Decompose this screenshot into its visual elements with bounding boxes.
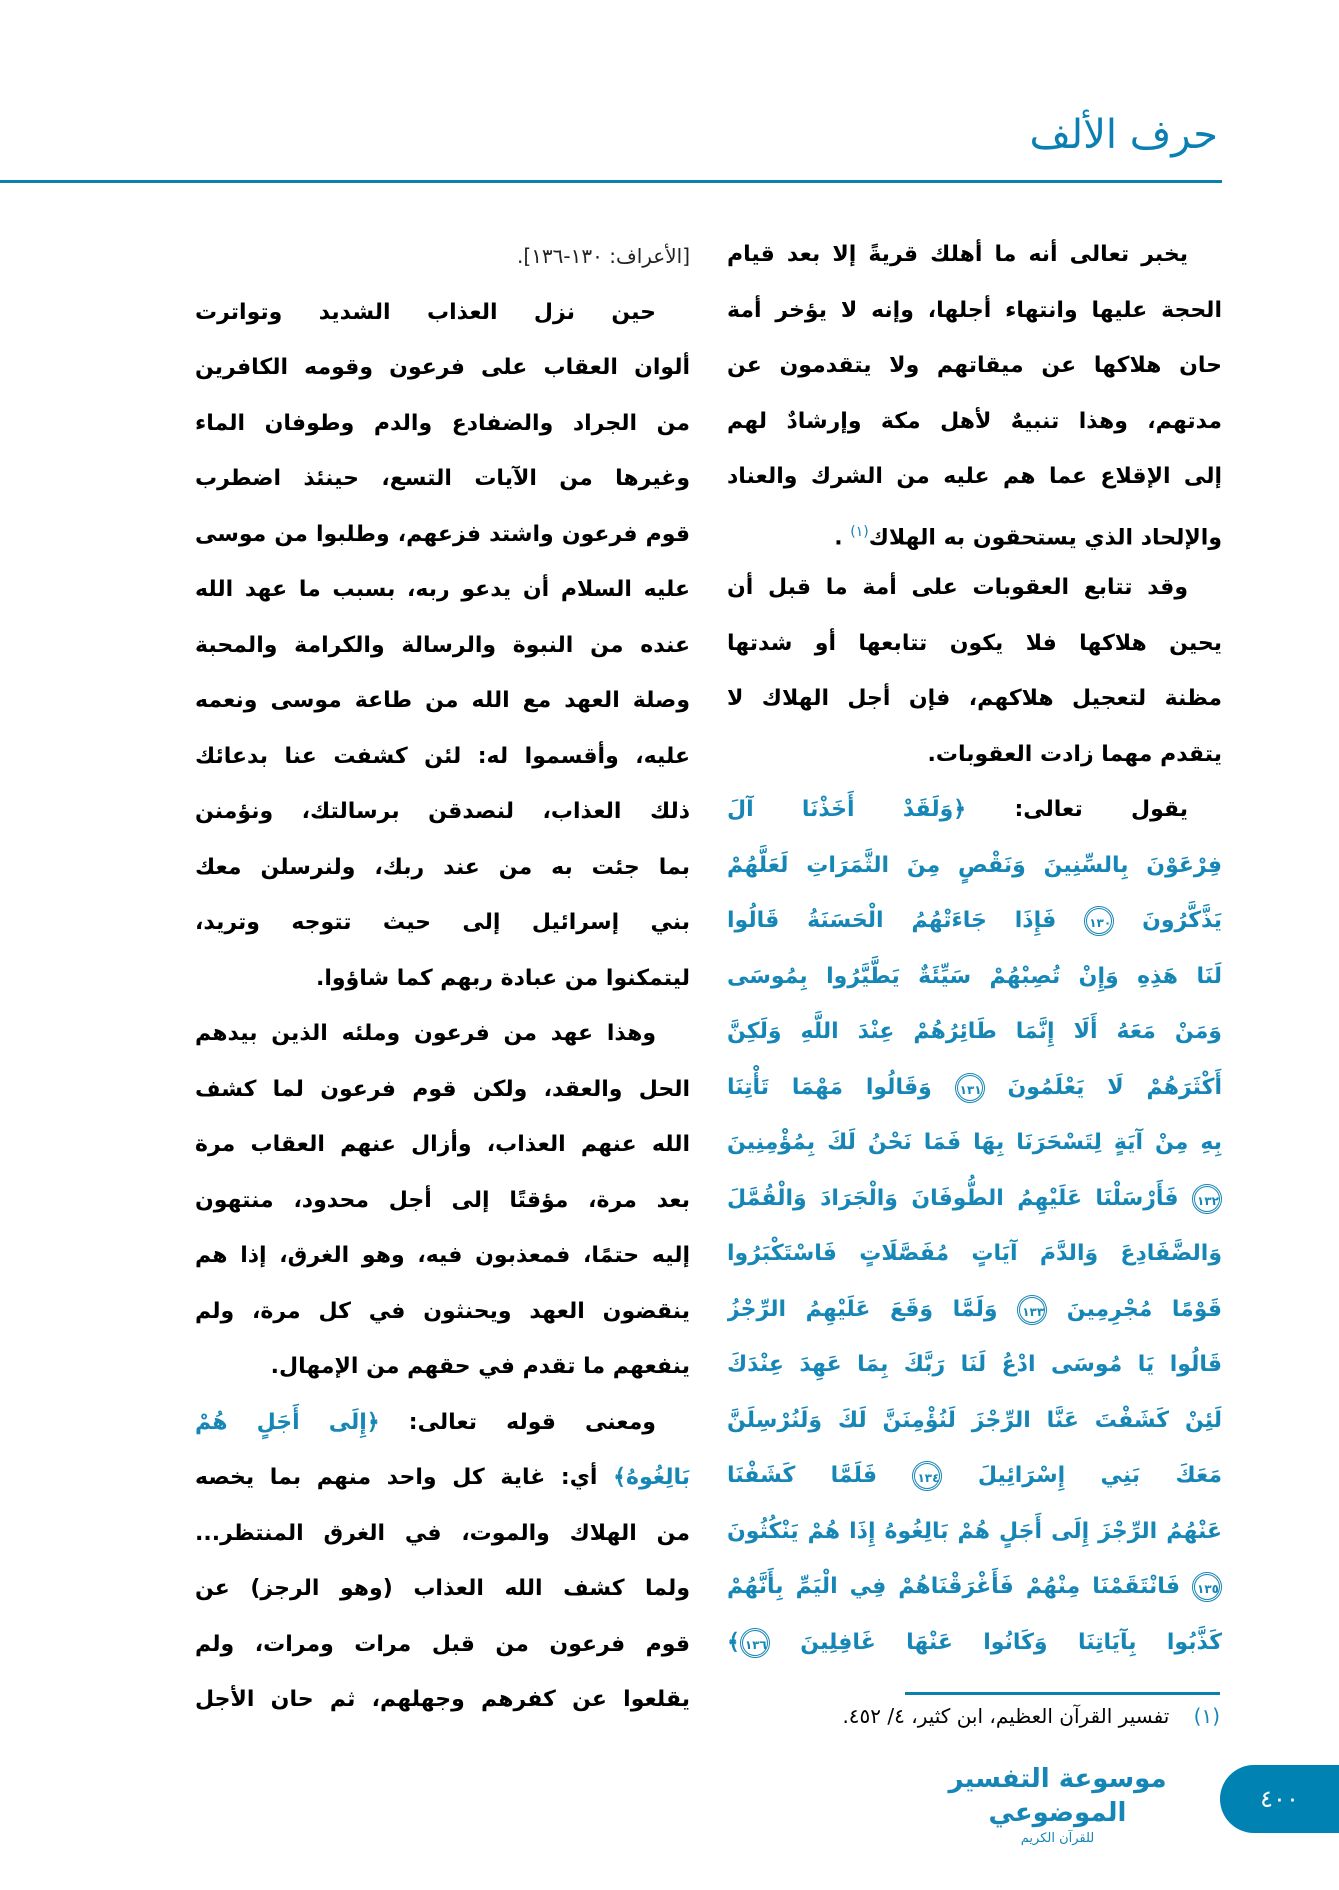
body-text: يقلعوا عن كفرهم وجهلهم، ثم حان الأجل [195,1687,690,1712]
body-text: عليه السلام أن يدعو ربه، بسبب ما عهد الله [195,577,690,602]
quran-verse-text: وَلَمَّا وَقَعَ عَلَيْهِمُ الرِّجْزُ [727,1296,1018,1322]
text-line [727,782,1222,838]
text-line [727,838,1222,894]
quran-verse-text: كَذَّبُوا بِآيَاتِنَا وَكَانُوا عَنْهَا غَافِلِينَ [769,1629,1222,1655]
text-line [727,338,1222,394]
text-line [195,229,690,285]
text-line [727,893,1222,949]
text-line [195,1617,690,1673]
ayah-number-marker: ١٣٦ [740,1628,770,1658]
text-line [195,618,690,674]
footnote-divider [905,1692,1220,1695]
ayah-number-marker: ١٣٥ [1192,1572,1222,1602]
body-text: مظنة لتعجيل هلاكهم، فإن أجل الهلاك لا [727,686,1222,711]
text-line [195,1561,690,1617]
text-line [727,283,1222,339]
text-line [195,507,690,563]
quran-verse-text: بَالِغُوهُ﴾ [613,1465,690,1490]
text-line [727,949,1222,1005]
left-column [195,229,690,1728]
text-line [727,1615,1222,1671]
body-text: الحجة عليها وانتهاء أجلها، وإنه لا يؤخر أمة [727,297,1222,323]
text-line [727,671,1222,727]
text-line [195,340,690,396]
text-line [727,1393,1222,1449]
body-text: من الجراد والضفادع والدم وطوفان الماء [195,410,690,436]
quran-verse-text: وَقَالُوا مَهْمَا تَأْتِنَا [727,1074,955,1100]
text-line [195,1395,690,1451]
body-text: ألوان العقاب على فرعون وقومه الكافرين [195,355,690,380]
text-line [195,1173,690,1229]
body-text: والإلحاد الذي يستحقون به الهلاك [868,524,1222,550]
body-text: بني إسرائيل إلى حيث تتوجه وتريد، [195,910,690,935]
text-line [727,1504,1222,1560]
text-line [195,895,690,951]
text-line [727,449,1222,505]
text-line [195,1339,690,1395]
text-line [195,1006,690,1062]
text-line [195,784,690,840]
text-line [195,285,690,341]
text-line [727,227,1222,283]
body-text: ومعنى قوله تعالى: [379,1409,656,1435]
body-text: الله عنهم العذاب، وأزال عنهم العقاب مرة [195,1132,690,1157]
logo-title: موسوعة التفسير الموضوعي [948,1764,1167,1828]
quran-verse-text: فَلَمَّا كَشَفْنَا [727,1463,913,1488]
ayah-number-marker: ١٣٣ [1017,1295,1047,1325]
text-line [727,1282,1222,1338]
body-text: بما جئت به من عند ربك، ولنرسلن معك [195,854,690,880]
logo-subtitle: للقرآن الكريم [1020,1831,1095,1846]
text-line [727,1004,1222,1060]
text-line [195,1062,690,1118]
quran-verse-text: عَنْهُمُ الرِّجْزَ إِلَى أَجَلٍ هُمْ بَالِغُوهُ إِذَا هُمْ يَنْكُثُونَ [727,1518,1222,1544]
text-line [195,673,690,729]
text-line [727,1060,1222,1116]
encyclopedia-logo [930,1762,1185,1848]
quran-verse-text: لَنَا هَذِهِ وَإِنْ تُصِبْهُمْ سَيِّئَةٌ يَطَّيَّرُوا بِمُوسَى [727,963,1222,989]
body-text: ذلك العذاب، لنصدقن برسالتك، ونؤمنن [195,799,690,824]
chapter-title: حرف الألف [1029,112,1218,158]
body-text: من الهلاك والموت، في الغرق المنتظر... [195,1520,690,1546]
right-column [727,227,1222,1670]
text-line [195,1450,690,1506]
text-line [195,1506,690,1562]
body-text: وغيرها من الآيات التسع، حينئذ اضطرب [195,466,690,491]
quran-verse-text: ﴾ [727,1629,740,1655]
body-text: يتقدم مهما زادت العقوبات. [927,741,1222,767]
text-line [195,396,690,452]
body-text: يحين هلاكها فلا يكون تتابعها أو شدتها [727,630,1222,656]
body-text: عنده من النبوة والرسالة والكرامة والمحبة [195,632,690,658]
text-line [195,840,690,896]
body-text: قوم فرعون من قبل مرات ومرات، ولم [195,1631,690,1657]
quran-verse-text: وَمَنْ مَعَهُ أَلَا إِنَّمَا طَائِرُهُمْ عِنْدَ اللَّهِ وَلَكِنَّ [727,1019,1222,1044]
body-text: وقد تتابع العقوبات على أمة ما قبل أن [727,575,1188,600]
text-line [195,1117,690,1173]
body-text: الحل والعقد، ولكن قوم فرعون لما كشف [195,1076,690,1102]
text-line [727,560,1222,616]
quran-verse-text: ﴿وَلَقَدْ أَخَذْنَا آلَ [727,797,967,822]
quran-verse-text: لَئِنْ كَشَفْتَ عَنَّا الرِّجْزَ لَنُؤْمِنَنَّ لَكَ وَلَنُرْسِلَنَّ [727,1407,1222,1433]
text-line [195,729,690,785]
quran-verse-text: بِهِ مِنْ آيَةٍ لِتَسْحَرَنَا بِهَا فَمَا نَحْنُ لَكَ بِمُؤْمِنِينَ [727,1130,1222,1155]
body-text: عليه، وأقسموا له: لئن كشفت عنا بدعائك [195,743,690,769]
text-line [195,1284,690,1340]
body-text: قوم فرعون واشتد فزعهم، وطلبوا من موسى [195,521,690,547]
text-line [727,394,1222,450]
body-text: ولما كشف الله العذاب (وهو الرجز) عن [195,1576,690,1601]
header-divider [0,180,1222,183]
quran-verse-text: وَالضَّفَادِعَ وَالدَّمَ آيَاتٍ مُفَصَّلَاتٍ فَاسْتَكْبَرُوا [727,1241,1222,1266]
quran-verse-text: فَانْتَقَمْنَا مِنْهُمْ فَأَغْرَقْنَاهُمْ فِي الْيَمِّ بِأَنَّهُمْ [727,1574,1192,1599]
body-text: يخبر تعالى أنه ما أهلك قريةً إلا بعد قيام [727,242,1188,267]
quran-verse-text: قَوْمًا مُجْرِمِينَ [1047,1296,1222,1322]
text-line [727,1559,1222,1615]
text-line [195,1228,690,1284]
text-line [727,1337,1222,1393]
text-line [195,451,690,507]
footnote [842,1704,1220,1728]
text-line [727,505,1222,561]
text-line [727,1448,1222,1504]
quran-verse-text: ﴿إِلَى أَجَلٍ هُمْ [195,1409,380,1435]
body-text: إليه حتمًا، فمعذبون فيه، وهو الغرق، إذا هم [195,1243,690,1268]
body-text: ينقضون العهد ويحنثون في كل مرة، ولم [195,1298,690,1324]
body-text: . [834,524,851,550]
body-text: حين نزل العذاب الشديد وتواترت [195,299,656,325]
text-line [195,562,690,618]
body-text: يقول تعالى: [966,797,1188,822]
body-text: إلى الإقلاع عما هم عليه من الشرك والعناد [727,464,1222,489]
text-line [727,1171,1222,1227]
ayah-number-marker: ١٣١ [955,1073,985,1103]
text-line [195,1672,690,1728]
footnote-text: تفسير القرآن العظيم، ابن كثير، ٤/ ٤٥٢. [842,1704,1170,1728]
text-line [727,727,1222,783]
quran-verse-text: مَعَكَ بَنِي إِسْرَائِيلَ [942,1463,1222,1488]
body-text: ليتمكنوا من عبادة ربهم كما شاؤوا. [316,965,690,991]
body-text: حان هلاكها عن ميقاتهم ولا يتقدمون عن [727,353,1222,378]
footnote-number: (١) [1193,1704,1220,1728]
text-line [727,1226,1222,1282]
quran-verse-text: فِرْعَوْنَ بِالسِّنِينَ وَنَقْصٍ مِنَ الثَّمَرَاتِ لَعَلَّهُمْ [727,852,1222,878]
body-text: بعد مرة، مؤقتًا إلى أجل محدود، منتهون [195,1187,690,1213]
body-text: وهذا عهد من فرعون وملئه الذين بيدهم [195,1021,656,1046]
quran-verse-text: يَذَّكَّرُونَ [1114,908,1222,933]
text-line [195,951,690,1007]
text-line [727,616,1222,672]
body-text: مدتهم، وهذا تنبيهٌ لأهل مكة وإرشادٌ لهم [727,408,1222,434]
body-text: وصلة العهد مع الله من طاعة موسى ونعمه [195,688,690,713]
quran-verse-text: قَالُوا يَا مُوسَى ادْعُ لَنَا رَبَّكَ بِمَا عَهِدَ عِنْدَكَ [727,1352,1222,1377]
ayah-number-marker: ١٣٠ [1084,906,1114,936]
quran-verse-text: أَكْثَرَهُمْ لَا يَعْلَمُونَ [984,1074,1222,1100]
ayah-number-marker: ١٣٤ [912,1461,942,1491]
text-line [727,1115,1222,1171]
footnote-reference: (١) [850,523,869,540]
quran-verse-text: فَإِذَا جَاءَتْهُمُ الْحَسَنَةُ قَالُوا [727,908,1085,933]
page-number: ٤٠٠ [1220,1765,1339,1833]
ayah-number-marker: ١٣٢ [1192,1184,1222,1214]
body-text: [الأعراف: ١٣٠-١٣٦]. [517,244,690,268]
quran-verse-text: فَأَرْسَلْنَا عَلَيْهِمُ الطُّوفَانَ وَالْجَرَادَ وَالْقُمَّلَ [727,1185,1192,1211]
body-text: أي: غاية كل واحد منهم بما يخصه [195,1465,614,1490]
body-text: ينفعهم ما تقدم في حقهم من الإمهال. [270,1354,690,1379]
